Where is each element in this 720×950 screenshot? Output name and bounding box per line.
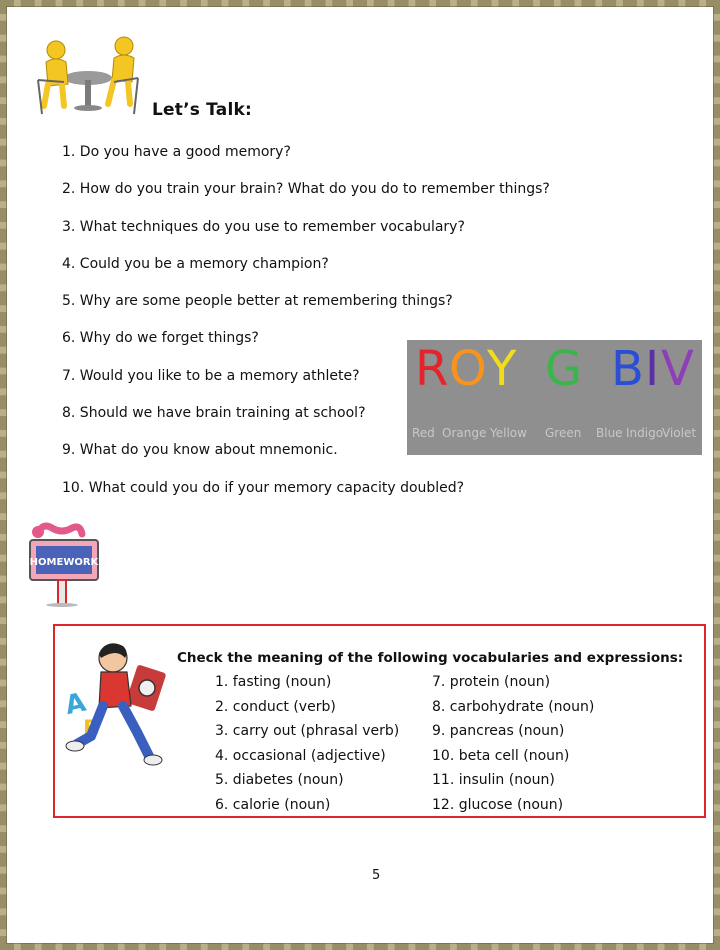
page-number: 5	[372, 868, 381, 883]
vocabulary-item: 6. calorie (noun)	[215, 796, 331, 813]
running-student-icon	[57, 636, 169, 776]
question-item: 7. Would you like to be a memory athlete?	[62, 367, 360, 384]
word-orange: Orange	[442, 426, 487, 440]
question-item: 1. Do you have a good memory?	[62, 144, 291, 160]
svg-text:A: A	[62, 687, 89, 722]
question-item: 6. Why do we forget things?	[62, 330, 259, 347]
homework-sign-icon	[28, 520, 128, 608]
vocabulary-item: 11. insulin (noun)	[432, 772, 555, 789]
word-violet: Violet	[662, 426, 697, 440]
word-green: Green	[545, 426, 582, 440]
letter-g: G	[545, 341, 583, 397]
letter-b: B	[611, 341, 644, 397]
letter-r: R	[415, 341, 449, 397]
vocabulary-heading: Check the meaning of the following vocabularies and expressions:	[177, 650, 684, 666]
question-item: 8. Should we have brain training at school?	[62, 405, 366, 422]
letter-o: O	[449, 341, 487, 397]
question-item: 4. Could you be a memory champion?	[62, 255, 329, 272]
question-item: 2. How do you train your brain? What do you do to remember things?	[62, 181, 550, 198]
word-yellow: Yellow	[490, 426, 527, 440]
word-red: Red	[412, 426, 435, 440]
letter-v: V	[661, 341, 694, 397]
vocabulary-item: 4. occasional (adjective)	[215, 747, 386, 764]
vocabulary-item: 10. beta cell (noun)	[432, 747, 570, 764]
letter-i: I	[645, 341, 660, 397]
word-blue: Blue	[596, 426, 623, 440]
word-indigo: Indigo	[626, 426, 664, 440]
vocabulary-item: 7. protein (noun)	[432, 674, 551, 690]
vocabulary-list-right	[432, 672, 594, 820]
vocabulary-item: 12. glucose (noun)	[432, 796, 564, 813]
people-talking-icon	[34, 34, 142, 118]
vocabulary-item: 9. pancreas (noun)	[432, 723, 565, 740]
roygbiv-mnemonic-image	[407, 340, 702, 455]
vocabulary-item: 3. carry out (phrasal verb)	[215, 723, 400, 740]
vocabulary-item: 8. carbohydrate (noun)	[432, 698, 595, 715]
question-item: 5. Why are some people better at remembering things?	[62, 293, 453, 310]
svg-text:B: B	[83, 717, 100, 742]
vocabulary-item: 1. fasting (noun)	[215, 674, 332, 690]
question-item: 9. What do you know about mnemonic.	[62, 442, 338, 459]
question-item: 3. What techniques do you use to remember vocabulary?	[62, 218, 465, 235]
vocabulary-item: 2. conduct (verb)	[215, 698, 336, 715]
vocabulary-list-left	[215, 672, 399, 820]
section-title: Let’s Talk:	[152, 100, 252, 120]
question-item: 10. What could you do if your memory capacity doubled?	[62, 479, 465, 496]
vocabulary-box	[53, 624, 706, 818]
letter-y: Y	[487, 341, 517, 397]
vocabulary-item: 5. diabetes (noun)	[215, 772, 344, 789]
discussion-questions	[62, 142, 550, 515]
homework-sign-label: HOMEWORK	[29, 557, 99, 568]
